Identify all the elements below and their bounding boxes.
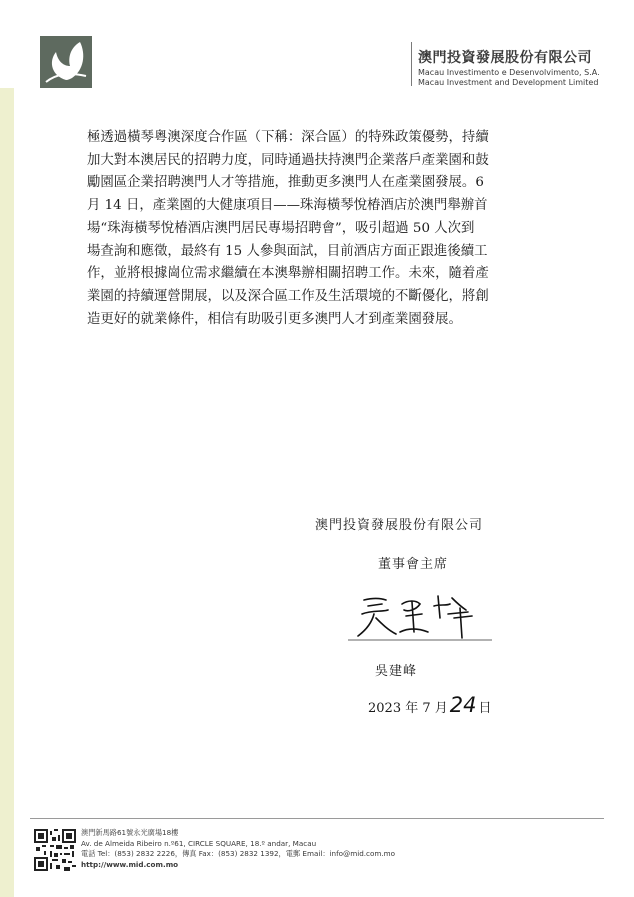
footer-website-link[interactable]: http://www.mid.com.mo: [81, 859, 179, 869]
letter-body: [87, 127, 565, 331]
body-line: 造更好的就業條件，相信有助吸引更多澳門人才到產業園發展。: [87, 311, 462, 327]
body-line: 場“珠海橫琴悅椿酒店澳門居民專場招聘會”，吸引超過 50 人次到: [87, 220, 475, 236]
letterhead-footer: [81, 828, 395, 870]
qr-code-icon: [34, 829, 76, 871]
company-name-pt: Macau Investimento e Desenvolvimento, S.A.: [418, 68, 600, 77]
handwritten-signature-icon: [342, 588, 502, 644]
signatory-title: 董事會主席: [378, 557, 449, 572]
company-logo-icon: [40, 36, 92, 88]
footer-address-zh: 澳門新馬路61號永光廣場18樓: [81, 828, 179, 837]
body-line: 勵園區企業招聘澳門人才等措施，推動更多澳門人在產業園發展。6: [87, 175, 484, 191]
body-line: 加大對本澳居民的招聘力度，同時通過扶持澳門企業落戶產業園和鼓: [87, 152, 489, 168]
footer-address-pt: Av. de Almeida Ribeiro n.º61, CIRCLE SQUARE, 18.º andar, Macau: [81, 838, 317, 848]
letter-date: [368, 693, 492, 721]
company-name-zh: 澳門投資發展股份有限公司: [418, 50, 592, 66]
date-prefix: 2023 年 7 月: [368, 701, 448, 716]
header-divider: [411, 42, 412, 86]
side-color-strip: [0, 88, 14, 897]
body-line: 極透過橫琴粵澳深度合作區（下稱：深合區）的特殊政策優勢，持續: [87, 130, 489, 145]
signatory-company: 澳門投資發展股份有限公司: [315, 518, 484, 533]
date-suffix: 日: [478, 701, 492, 716]
signatory-name: 吳建峰: [375, 664, 418, 679]
body-line: 業園的持續運營開展，以及深合區工作及生活環境的不斷優化，將創: [87, 288, 489, 304]
company-name-en: Macau Investment and Development Limited: [418, 78, 599, 87]
body-line: 場查詢和應徵，最終有 15 人參與面試，目前酒店方面正跟進後續工: [87, 243, 488, 259]
footer-contact: 電話 Tel：(853) 2832 2226，傳真 Fax：(853) 2832 1392，電郵 Email：info@mid.com.mo: [81, 849, 396, 858]
company-header: [418, 50, 600, 88]
footer-divider: [30, 818, 604, 819]
body-line: 作，並將根據崗位需求繼續在本澳舉辦相關招聘工作。未來，隨着產: [87, 266, 489, 282]
body-line: 月 14 日，產業園的大健康項目——珠海橫琴悅椿酒店於澳門舉辦首: [87, 198, 488, 214]
date-day-handwritten: 24: [449, 693, 477, 717]
